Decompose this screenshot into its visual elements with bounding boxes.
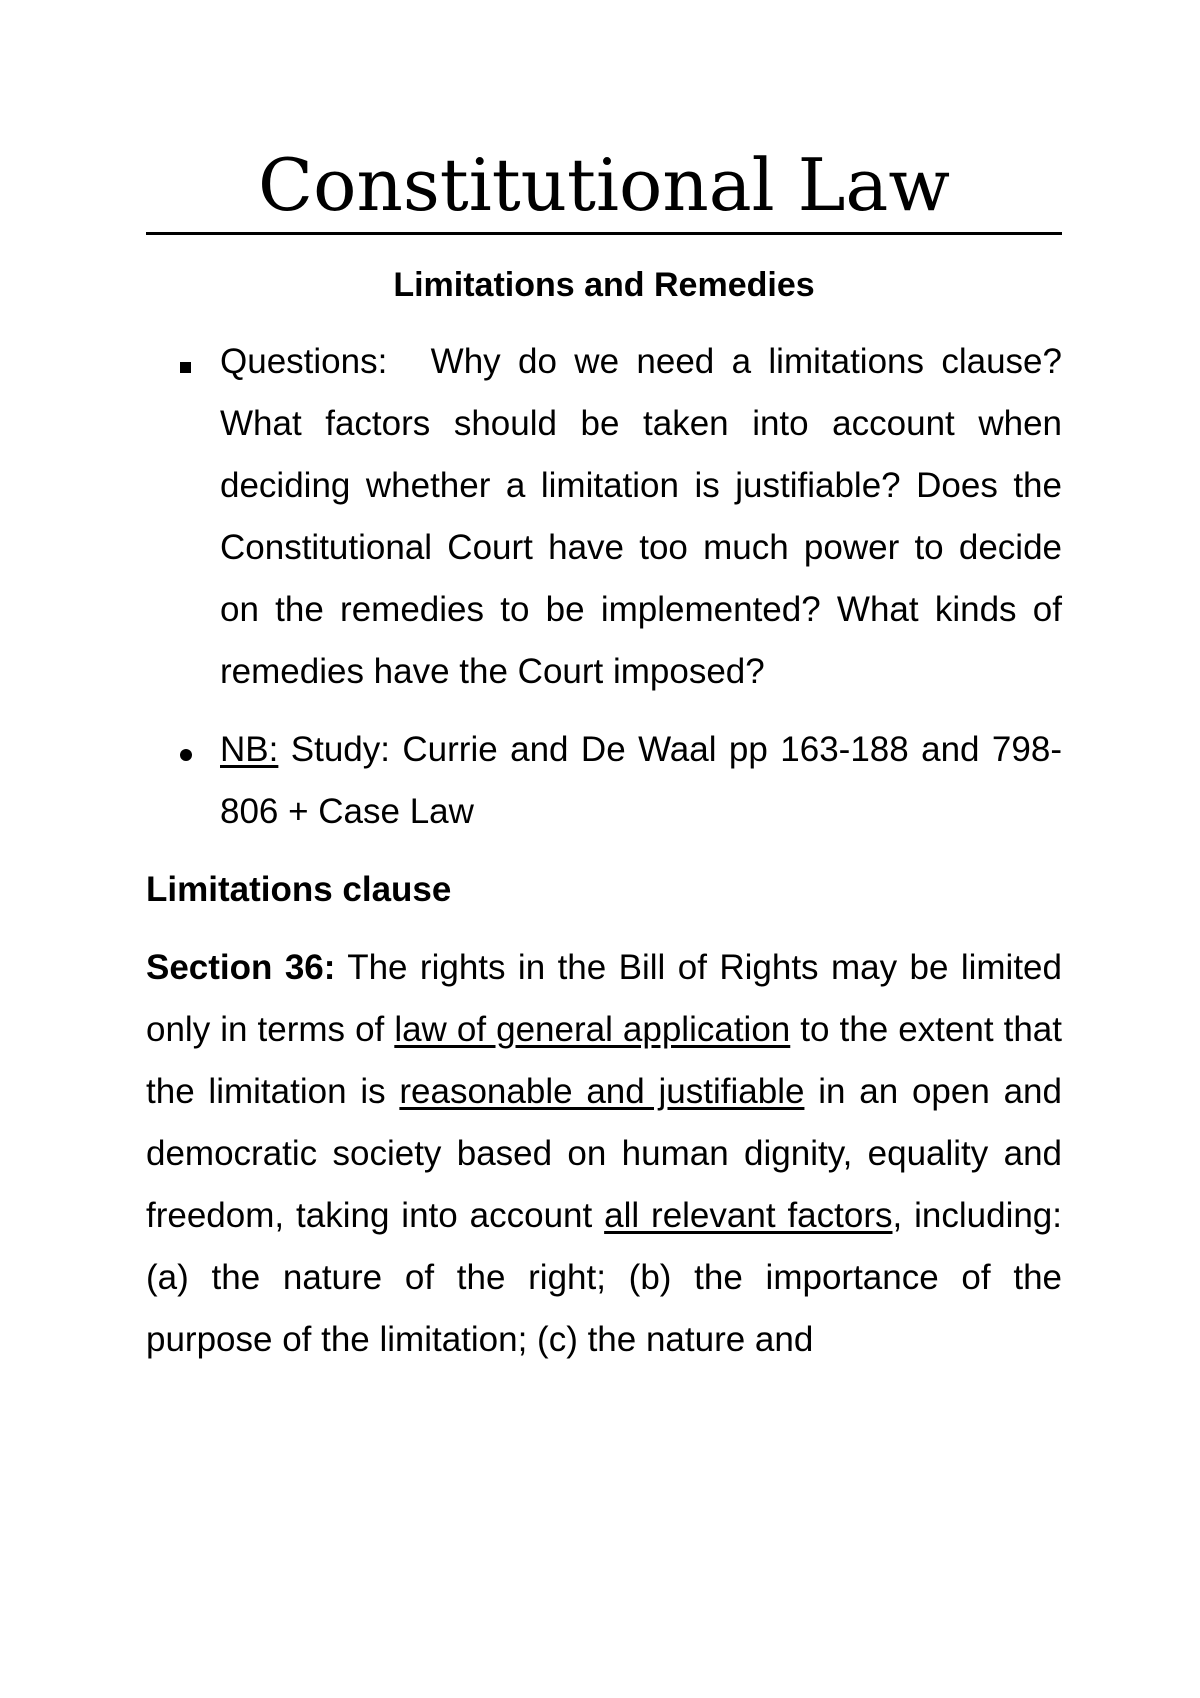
section-36-text-3: in an open and democratic society based on human dignity, equality and freedom, taking into account [146, 1072, 1062, 1235]
limitations-clause-heading: Limitations clause [146, 870, 452, 909]
document-page [146, 140, 1062, 1371]
title-underline-rule [146, 232, 1062, 235]
nb-bullet [146, 719, 1062, 843]
document-subtitle: Limitations and Remedies [393, 266, 815, 304]
questions-bullet [146, 331, 1062, 703]
questions-label: Questions: [220, 342, 388, 381]
section-36-text-2: to the extent that the limitation is [146, 1010, 1062, 1111]
section-36-paragraph [146, 937, 1062, 1371]
square-bullet-icon [180, 331, 191, 393]
document-title: Constitutional Law [258, 143, 950, 227]
section-36-text-4: , including: (a) the nature of the right; (b) the importance of the purpose of the limitation; (c) the nature and [146, 1196, 1062, 1359]
round-bullet-icon [180, 719, 192, 781]
section-36-underline-2: reasonable and justifiable [399, 1072, 805, 1111]
section-36-label: Section 36: [146, 948, 336, 987]
nb-label: NB: [220, 730, 279, 769]
nb-text: Study: Currie and De Waal pp 163-188 and 798-806 + Case Law [220, 730, 1062, 831]
section-36-underline-1: law of general application [394, 1010, 791, 1049]
questions-text: Why do we need a limitations clause? What factors should be taken into account when deciding whether a limitation is justifiable? Does the Constitutional Court have too much power to decide on the remedies to be implemented? What kinds of remedies have the Court imposed? [220, 342, 1062, 691]
section-36-text-1: The rights in the Bill of Rights may be limited only in terms of [146, 948, 1062, 1049]
section-36-underline-3: all relevant factors [604, 1196, 893, 1235]
